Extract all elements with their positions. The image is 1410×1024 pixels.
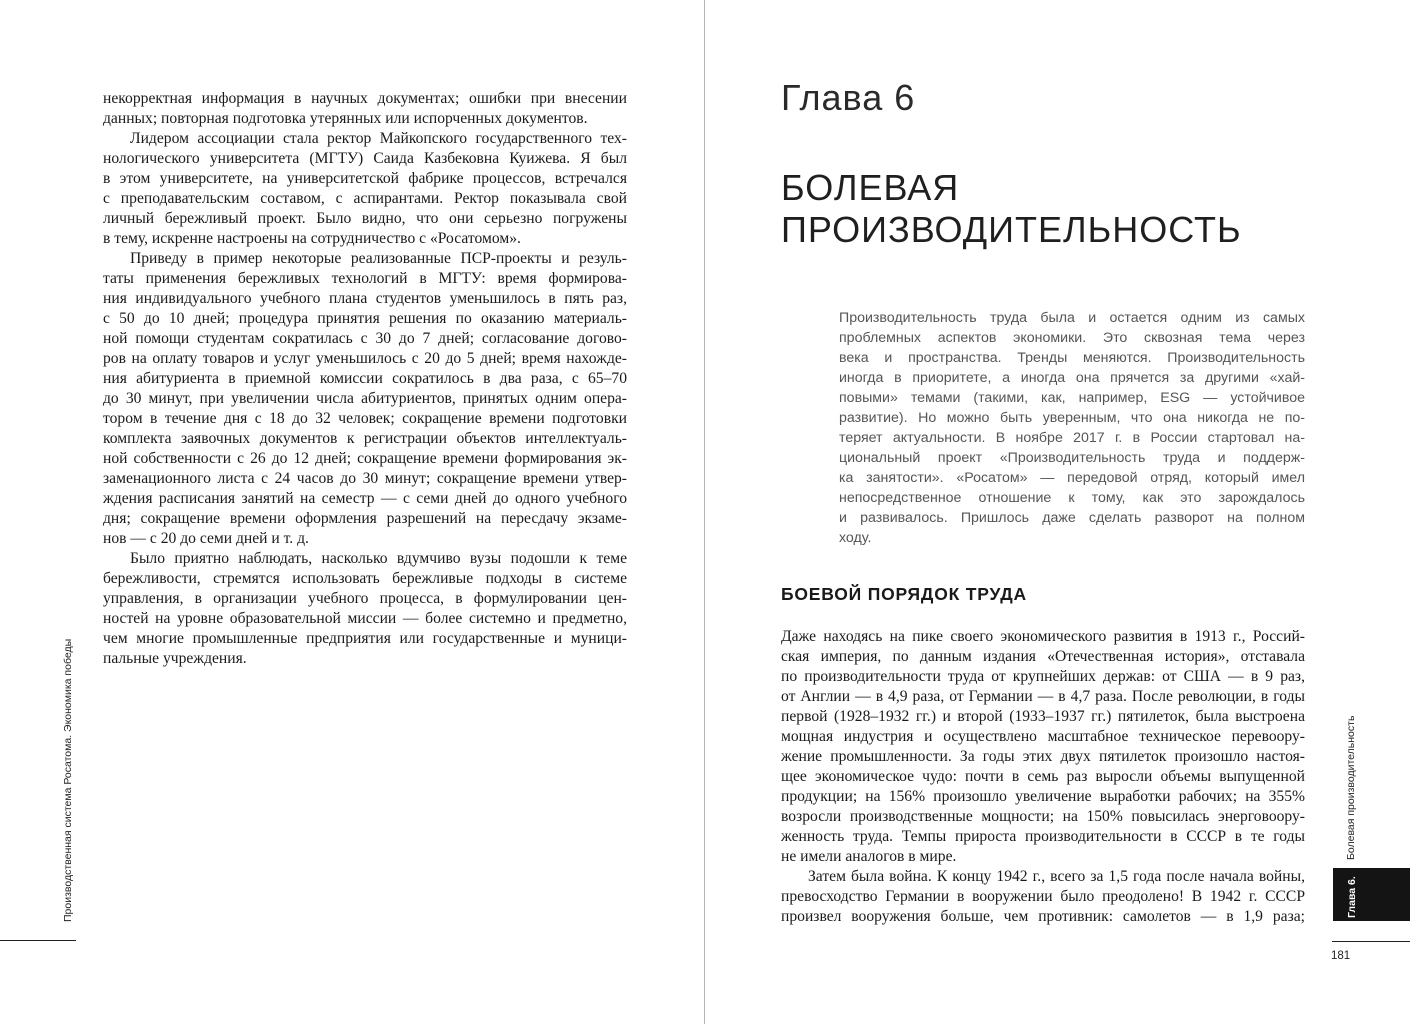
body-text-line: ной помощи студентам сократилась с 30 до 7 дней; согласование догово- <box>103 330 627 347</box>
body-text-line: до 30 минут, при увеличении числа абитуриентов, принятых одним опера- <box>103 390 627 407</box>
chapter-title-line: БОЛЕВАЯ <box>781 167 960 208</box>
body-text-line: первой (1928–1932 гг.) и второй (1933–1937 гг.) пятилеток, была выстроена <box>781 708 1305 725</box>
body-text-line: Лидером ассоциации стала ректор Майкопского государственного тех- <box>130 130 627 147</box>
page-number: 181 <box>1331 950 1351 962</box>
body-text-line: тором в течение дня с 18 до 32 человек; сокращение времени подготовки <box>103 410 627 427</box>
body-text-line: комплекта заявочных документов к регистрации объектов интеллектуаль- <box>103 430 627 447</box>
body-text-line: превосходство Германии в вооружении было преодолено! В 1942 г. СССР <box>781 888 1305 905</box>
lead-text-line: Производительность труда была и остается одним из самых <box>839 310 1305 326</box>
section-heading: БОЕВОЙ ПОРЯДОК ТРУДА <box>781 584 1027 604</box>
body-text-line: Приведу в пример некоторые реализованные ПСР-проекты и резуль- <box>130 250 627 267</box>
body-text-line: управления, в организации учебного процесса, в формулировании цен- <box>103 590 627 607</box>
body-text-line: Даже находясь на пике своего экономического развития в 1913 г., Россий- <box>781 628 1305 645</box>
body-text-line: ская империя, по данным издания «Отечественная история», отставала <box>781 648 1305 665</box>
body-text-line: бережливости, стремятся использовать бережливые подходы в системе <box>103 570 627 587</box>
running-header: Производственная система Росатома. Экономика победы <box>62 638 74 922</box>
body-text-line: нологического университета (МГТУ) Саида Казбековна Куижева. Я был <box>103 150 627 167</box>
body-text-line: Затем была война. К концу 1942 г., всего за 1,5 года после начала войны, <box>808 868 1305 885</box>
side-tab-rule <box>1332 941 1410 942</box>
body-text-line: в этом университете, на университетской фабрике процессов, встречался <box>103 170 627 187</box>
body-text-line: дня; сокращение времени оформления разрешений на пересдачу экзаме- <box>103 510 627 527</box>
lead-text-line: повыми» темами (такими, как, например, ESG — устойчивое <box>839 390 1305 406</box>
running-header-rule <box>0 940 76 941</box>
right-body-text <box>781 627 1305 927</box>
chapter-tab-label: Глава 6. <box>1346 876 1358 918</box>
body-text-line: ностей на уровне образовательной миссии — более системно и предметно, <box>103 610 627 627</box>
body-text-line: произвел вооружения больше, чем противник: самолетов — в 1,9 раза; <box>781 908 1305 925</box>
body-text-line: женность труда. Темпы прироста производительности в СССР в те годы <box>781 828 1305 845</box>
lead-text-line: века и пространства. Тренды меняются. Производительность <box>839 350 1305 366</box>
left-body-text <box>103 89 627 669</box>
body-text-line: возросли производственные мощности; на 150% повысилась энерговоору- <box>781 808 1305 825</box>
body-text-line: пальные учреждения. <box>103 650 247 667</box>
body-text-line: по производительности труда от крупнейших держав: от США — в 9 раз, <box>781 668 1305 685</box>
lead-text-line: непосредственное отношение к тому, как это зарождалось <box>839 490 1305 506</box>
chapter-lead <box>839 308 1305 548</box>
chapter-title <box>781 167 1242 251</box>
body-text-line: некорректная информация в научных документах; ошибки при внесении <box>103 90 627 107</box>
lead-text-line: циональный проект «Производительность труда и поддерж- <box>839 450 1305 466</box>
body-text-line: с 50 до 10 дней; процедура принятия решения по оказанию материаль- <box>103 310 627 327</box>
lead-text-line: ходу. <box>839 530 872 546</box>
body-text-line: ров на оплату товаров и услуг уменьшилось с 20 до 5 дней; время нахожде- <box>103 350 627 367</box>
body-text-line: от Англии — в 4,9 раза, от Германии — в 4,7 раза. После революции, в годы <box>781 688 1305 705</box>
lead-text-line: и развивалось. Пришлось даже сделать разворот на полном <box>839 510 1305 526</box>
left-page <box>0 0 704 1024</box>
body-text-line: не имели аналогов в мире. <box>781 848 957 865</box>
body-text-line: с преподавательским составом, с аспирантами. Ректор показывала свой <box>103 190 627 207</box>
lead-text-line: развитие). Но можно быть уверенным, что она никогда не по- <box>839 410 1305 426</box>
body-text-line: щее экономическое чудо: почти в семь раз выросли объемы выпущенной <box>781 768 1305 785</box>
body-text-line: таты применения бережливых технологий в МГТУ: время формирова- <box>103 270 627 287</box>
chapter-label: Глава 6 <box>781 77 916 118</box>
lead-text-line: теряет актуальности. В ноябре 2017 г. в России стартовал на- <box>839 430 1305 446</box>
body-text-line: ной собственности с 26 до 12 дней; сокращение времени формирования эк- <box>103 450 627 467</box>
right-page <box>705 0 1410 1024</box>
lead-text-line: ка занятости». «Росатом» — передовой отряд, который имел <box>839 470 1305 486</box>
body-text-line: чем многие промышленные предприятия или государственные и муници- <box>103 630 627 647</box>
body-text-line: мощная индустрия и осуществлено масштабное техническое перевоору- <box>781 728 1305 745</box>
body-text-line: нов — с 20 до семи дней и т. д. <box>103 530 309 547</box>
chapter-title-line: ПРОИЗВОДИТЕЛЬНОСТЬ <box>781 209 1242 250</box>
body-text-line: данных; повторная подготовка утерянных или испорченных документов. <box>103 110 588 127</box>
body-text-line: ния индивидуального учебного плана студентов уменьшилось в пять раз, <box>103 290 627 307</box>
body-text-line: личный бережливый проект. Было видно, что они серьезно погружены <box>103 210 627 227</box>
chapter-tab-marker <box>1333 868 1410 921</box>
body-text-line: продукции; на 156% произошло увеличение выработки рабочих; на 355% <box>781 788 1305 805</box>
lead-text-line: иногда в приоритете, а иногда она прячется за другими «хай- <box>839 370 1305 386</box>
body-text-line: жение промышленности. За годы этих двух пятилеток произошло настоя- <box>781 748 1305 765</box>
side-tab-chapter-name: Болевая производительность <box>1345 715 1357 860</box>
lead-text-line: проблемных аспектов экономики. Это сквозная тема через <box>839 330 1305 346</box>
body-text-line: ждения расписания занятий на семестр — с семи дней до одного учебного <box>103 490 627 507</box>
body-text-line: Было приятно наблюдать, насколько вдумчиво вузы подошли к теме <box>130 550 627 567</box>
body-text-line: ния абитуриента в приемной комиссии сократилось в два раза, с 65–70 <box>103 370 627 387</box>
body-text-line: заменационного листа с 24 часов до 30 минут; сокращение времени утвер- <box>103 470 627 487</box>
body-text-line: в тему, искренне настроены на сотрудничество с «Росатомом». <box>103 230 521 247</box>
